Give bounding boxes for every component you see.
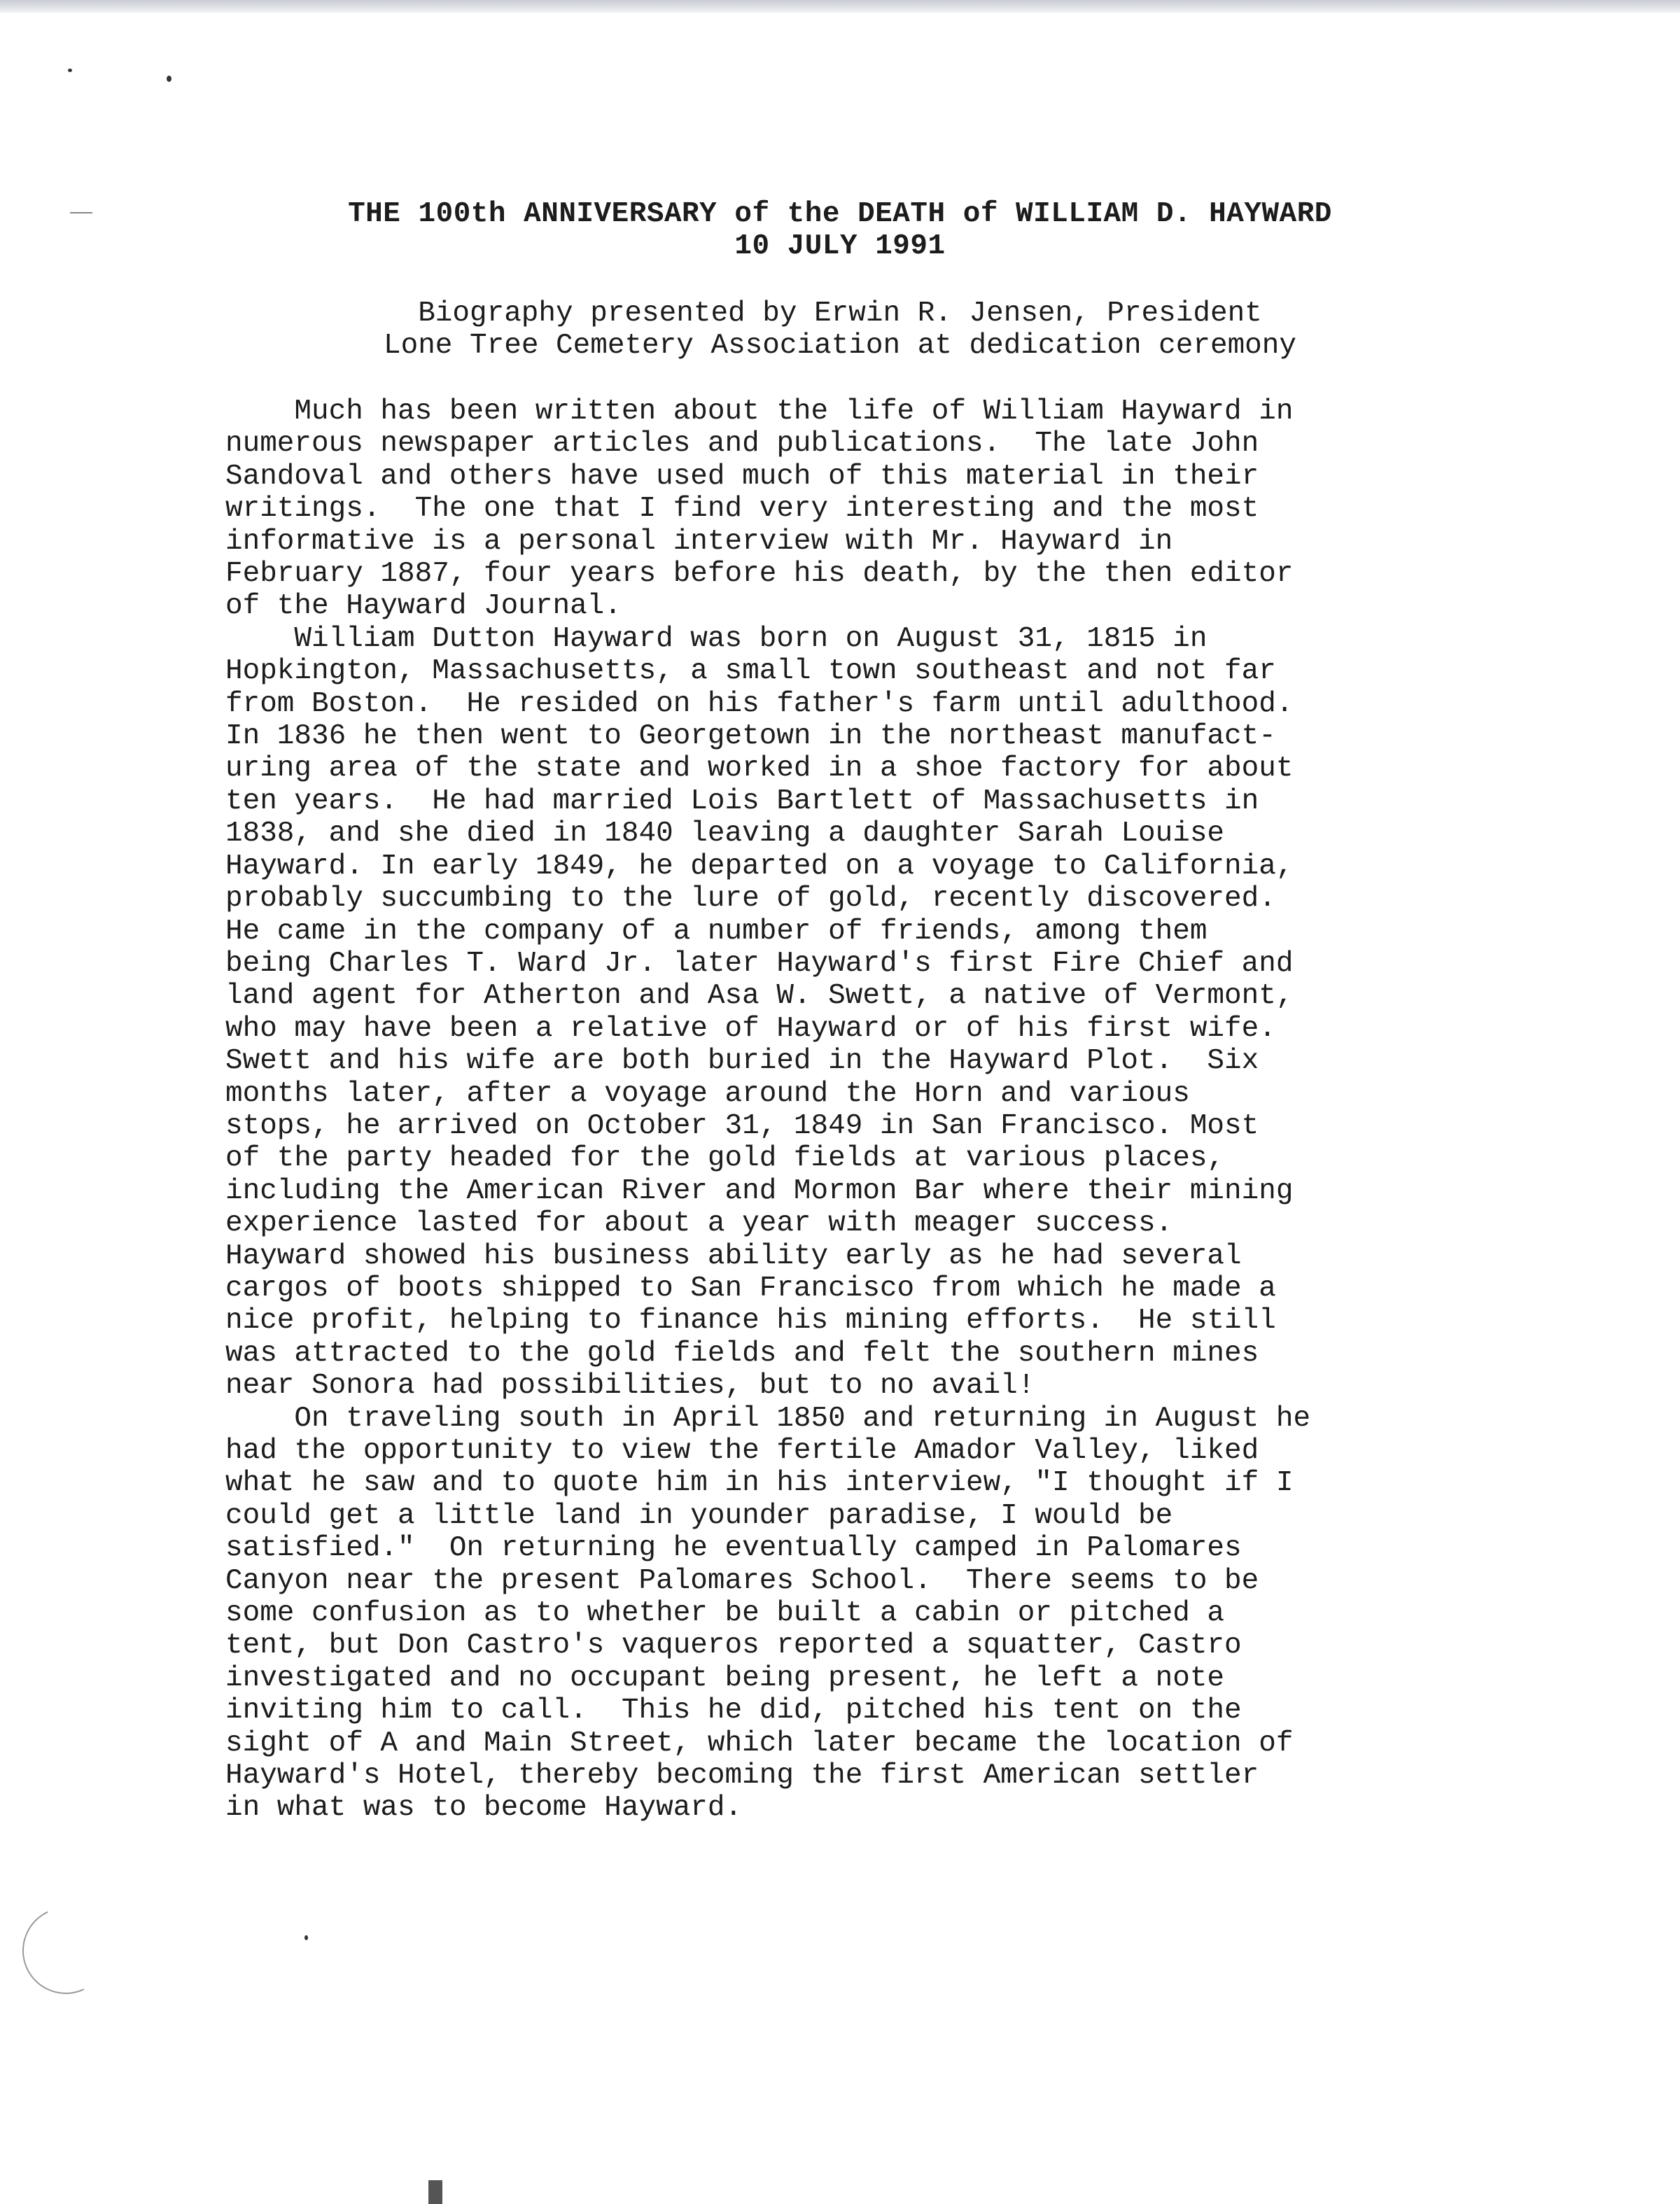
body-line: stops, he arrived on October 31, 1849 in San Francisco. Most — [225, 1109, 1259, 1142]
body-line: cargos of boots shipped to San Francisco from which he made a — [225, 1272, 1276, 1305]
body-line: of the party headed for the gold fields at various places, — [225, 1142, 1225, 1175]
body-line: Hopkington, Massachusetts, a small town southeast and not far — [225, 655, 1276, 688]
body-line: He came in the company of a number of friends, among them — [225, 915, 1208, 948]
body-line: 1838, and she died in 1840 leaving a daughter Sarah Louise — [225, 817, 1225, 850]
body-line: could get a little land in younder paradise, I would be — [225, 1499, 1173, 1532]
scan-mark — [428, 2180, 442, 2204]
body-line: Hayward's Hotel, thereby becoming the first American settler — [225, 1760, 1259, 1792]
body-line: numerous newspaper articles and publications. The late John — [225, 428, 1259, 461]
body-line: William Dutton Hayward was born on August 31, 1815 in — [225, 622, 1208, 655]
body-line: tent, but Don Castro's vaqueros reported a squatter, Castro — [225, 1629, 1242, 1662]
body-line: from Boston. He resided on his father's farm until adulthood. — [225, 687, 1294, 720]
body-line: probably succumbing to the lure of gold, recently discovered. — [225, 883, 1276, 915]
body-line: experience lasted for about a year with meager success. — [225, 1207, 1173, 1240]
body-line: uring area of the state and worked in a shoe factory for about — [225, 752, 1294, 785]
body-line: land agent for Atherton and Asa W. Swett, a native of Vermont, — [225, 980, 1294, 1013]
body-line: Hayward. In early 1849, he departed on a voyage to California, — [225, 850, 1294, 883]
scan-top-edge — [0, 0, 1680, 13]
binder-hole-mark — [10, 1895, 122, 2007]
body-line: On traveling south in April 1850 and returning in August he — [225, 1402, 1311, 1435]
body-line: including the American River and Mormon Bar where their mining — [225, 1174, 1294, 1207]
body-line: near Sonora had possibilities, but to no avail! — [225, 1370, 1035, 1403]
body-line: Canyon near the present Palomares School. There seems to be — [225, 1564, 1259, 1597]
body-line: had the opportunity to view the fertile Amador Valley, liked — [225, 1435, 1259, 1467]
body-line: sight of A and Main Street, which later became the location of — [225, 1727, 1294, 1760]
body-line: Hayward showed his business ability early as he had several — [225, 1240, 1242, 1272]
body-line: being Charles T. Ward Jr. later Hayward's first Fire Chief and — [225, 947, 1294, 980]
body-line: months later, after a voyage around the Horn and various — [225, 1077, 1190, 1110]
body-line: nice profit, helping to finance his mining efforts. He still — [225, 1305, 1276, 1338]
body-line: Much has been written about the life of William Hayward in — [225, 395, 1294, 428]
body-line: in what was to become Hayward. — [225, 1792, 743, 1825]
body-line: ten years. He had married Lois Bartlett of Massachusetts in — [225, 785, 1259, 817]
body-line: informative is a personal interview with Mr. Hayward in — [225, 525, 1173, 558]
body-line: investigated and no occupant being present, he left a note — [225, 1662, 1225, 1694]
subtitle-line: Lone Tree Cemetery Association at dedication ceremony — [383, 330, 1296, 362]
title-line: THE 100th ANNIVERSARY of the DEATH of WILLIAM D. HAYWARD — [348, 198, 1332, 230]
scan-speck — [167, 76, 172, 82]
body-line: Swett and his wife are both buried in the Hayward Plot. Six — [225, 1045, 1259, 1078]
body-line: In 1836 he then went to Georgetown in the northeast manufact- — [225, 720, 1276, 753]
body-line: was attracted to the gold fields and felt the southern mines — [225, 1337, 1259, 1370]
body-line: some confusion as to whether be built a cabin or pitched a — [225, 1597, 1225, 1630]
body-line: what he saw and to quote him in his interview, "I thought if I — [225, 1467, 1294, 1500]
document-title — [0, 198, 1680, 262]
body-line: who may have been a relative of Hayward or of his first wife. — [225, 1012, 1276, 1045]
body-line: inviting him to call. This he did, pitched his tent on the — [225, 1694, 1242, 1727]
body-line: February 1887, four years before his death, by the then editor — [225, 558, 1294, 591]
body-line: Sandoval and others have used much of this material in their — [225, 460, 1259, 493]
subtitle-line: Biography presented by Erwin R. Jensen, President — [418, 297, 1262, 330]
body-line: writings. The one that I find very interesting and the most — [225, 493, 1259, 526]
body-line: satisfied." On returning he eventually camped in Palomares — [225, 1532, 1242, 1565]
document-subtitle — [0, 297, 1680, 362]
body-line: of the Hayward Journal. — [225, 590, 622, 623]
scan-speck — [304, 1935, 308, 1940]
title-date-line: 10 JULY 1991 — [734, 230, 946, 262]
biography-body — [225, 395, 1471, 1825]
scan-speck — [68, 69, 72, 72]
